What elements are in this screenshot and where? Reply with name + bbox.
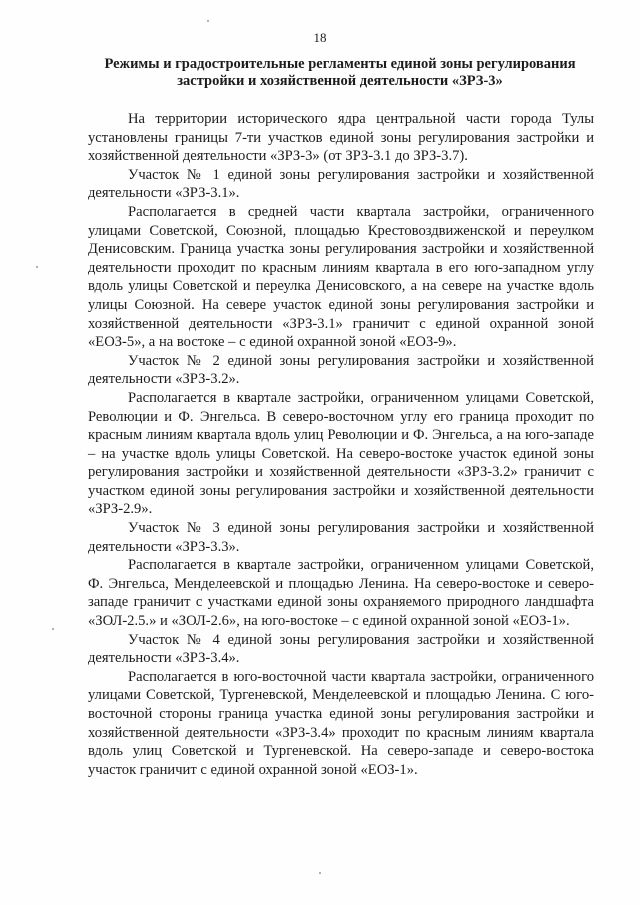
paragraph-plot-3-description: Располагается в квартале застройки, ограниченном улицами Советской, Ф. Энгельса, Менделеевской и площадью Ленина. На северо-востоке и северо-западе граничит с участками единой зоны охраняемого природного ландшафта «ЗОЛ-2.5.» и «ЗОЛ-2.6», на юго-востоке – с единой охранной зоной «ЕОЗ-1». [88, 557, 594, 630]
scan-speck [319, 872, 321, 874]
paragraph-plot-4-description: Располагается в юго-восточной части квартала застройки, ограниченного улицами Советской, Тургеневской, Менделеевской и площадью Ленина. С юго-восточной стороны граница участка единой зоны регулирования застройки и хозяйственной деятельности «ЗРЗ-3.4» проходит по красным линиям квартала вдоль улиц Советской и Тургеневской. На северо-западе и северо-востока участок граничит с единой охранной зоной «ЕОЗ-1». [88, 668, 594, 778]
section-heading: Режимы и градостроительные регламенты единой зоны регулирования застройки и хозяйственной деятельности «ЗРЗ-3» [104, 56, 576, 89]
scan-speck [52, 628, 54, 630]
scan-speck [207, 20, 209, 22]
document-body [88, 110, 594, 779]
paragraph-plot-1-description: Располагается в средней части квартала застройки, ограниченного улицами Советской, Союзной, площадью Крестовоздвиженской и переулком Денисовским. Граница участка зоны регулирования застройки и хозяйственной деятельности проходит по красным линиям квартала в его юго-западном углу вдоль улицы Советской и переулка Денисовского, а на севере на участке вдоль улицы Союзной. На севере участок единой зоны регулирования застройки и хозяйственной деятельности «ЗРЗ-3.1» граничит с единой охранной зоной «ЕОЗ-5», а на востоке – с единой охранной зоной «ЕОЗ-9». [88, 203, 594, 351]
paragraph-plot-4-title: Участок № 4 единой зоны регулирования застройки и хозяйственной деятельности «ЗРЗ-3.4». [88, 631, 594, 667]
page-number: 18 [313, 30, 327, 45]
paragraph-plot-2-title: Участок № 2 единой зоны регулирования застройки и хозяйственной деятельности «ЗРЗ-3.2». [88, 352, 594, 388]
paragraph-intro: На территории исторического ядра центральной части города Тулы установлены границы 7-ти участков единой зоны регулирования застройки и хозяйственной деятельности «ЗРЗ-3» (от ЗРЗ-3.1 до ЗРЗ-3.7). [88, 111, 594, 165]
paragraph-plot-3-title: Участок № 3 единой зоны регулирования застройки и хозяйственной деятельности «ЗРЗ-3.3». [88, 520, 594, 555]
paragraph-plot-2-description: Располагается в квартале застройки, ограниченном улицами Советской, Революции и Ф. Энгельса. В северо-восточном углу его граница проходит по красным линиям квартала вдоль улиц Революции и Ф. Энгельса, а на юго-западе – на участке вдоль улицы Советской. На северо-востоке участок единой зоны регулирования застройки и хозяйственной деятельности «ЗРЗ-3.2» граничит с участком единой зоны регулирования застройки и хозяйственной деятельности «ЗРЗ-2.9». [88, 389, 594, 518]
paragraph-plot-1-title: Участок № 1 единой зоны регулирования застройки и хозяйственной деятельности «ЗРЗ-3.1». [88, 166, 594, 202]
scan-speck [36, 266, 38, 268]
